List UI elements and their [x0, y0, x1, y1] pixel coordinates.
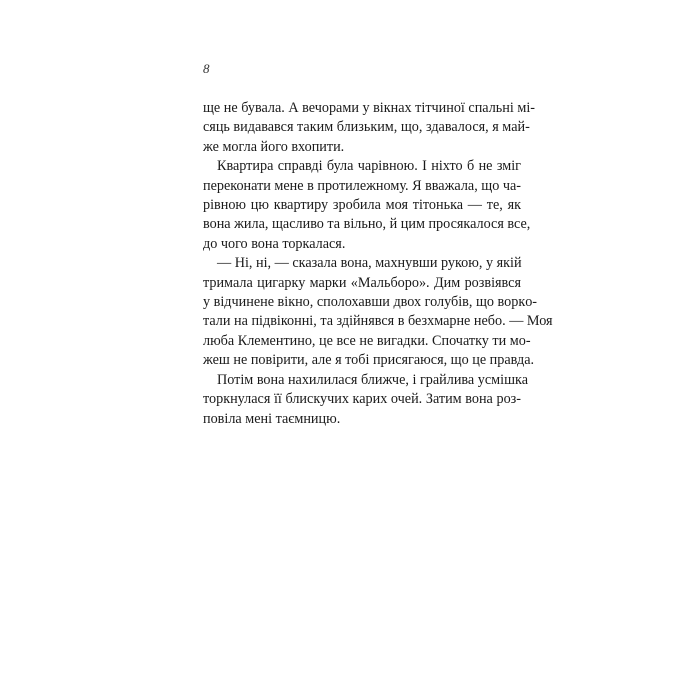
text-line: сяць видавався таким близьким, що, здавалося, я май-: [203, 119, 530, 136]
text-line: рівною цю квартиру зробила моя тітонька — те, як: [203, 197, 521, 214]
text-line: вона жила, щасливо та вільно, й цим просякалося все,: [203, 216, 531, 233]
text-line: до чого вона торкалася.: [203, 235, 346, 252]
text-line: у відчинене вікно, сполохавши двох голубів, що воркo-: [203, 294, 538, 311]
text-line: же могла його вхопити.: [203, 138, 345, 155]
text-line: — Ні, ні, — сказала вона, махнувши рукою, у якій: [217, 255, 522, 272]
paragraph: [203, 99, 536, 157]
text-line: переконати мене в протилежному. Я вважала, що ча-: [203, 177, 522, 194]
text-line: торкнулася її блискучих карих очей. Затим вона роз-: [203, 391, 521, 408]
paragraph: [203, 371, 528, 429]
body-text: [203, 99, 553, 429]
paragraph: [203, 157, 531, 254]
text-line: люба Клементино, це все не вигадки. Спочатку ти мо-: [203, 332, 531, 349]
page-number: 8: [203, 61, 210, 76]
text-line: повіла мені таємницю.: [203, 410, 341, 427]
text-line: Квартира справді була чарівною. І ніхто б не зміг: [217, 158, 521, 175]
text-line: жеш не повірити, але я тобі присягаюся, що це правда.: [203, 352, 535, 369]
text-line: ще не бувала. А вечорами у вікнах тітчиної спальні мі-: [203, 100, 536, 116]
text-line: Потім вона нахилилася ближче, і грайлива усмішка: [217, 371, 528, 388]
text-line: тали на підвіконні, та здійнявся в безхмарне небо. — Моя: [203, 313, 553, 330]
paragraph: [203, 254, 553, 370]
text-line: тримала цигарку марки «Мальборо». Дим розвіявся: [203, 274, 521, 291]
